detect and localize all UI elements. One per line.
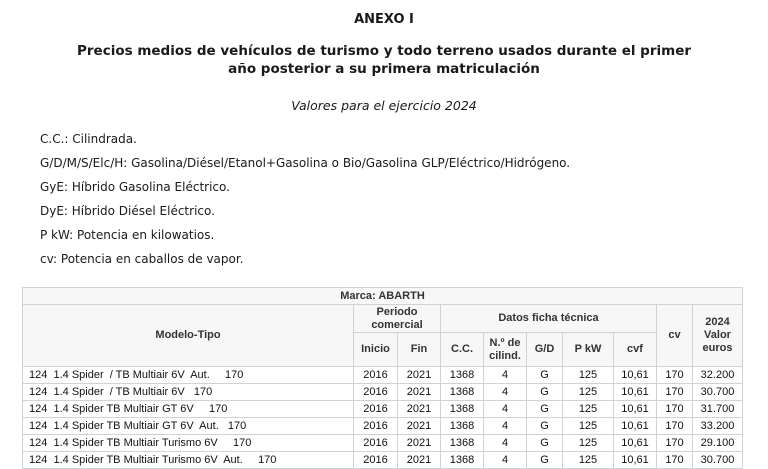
cell-start: 2016 <box>354 401 398 418</box>
cell-model: 124 1.4 Spider TB Multiair GT 6V Aut. 170 <box>23 418 354 435</box>
page-title <box>0 42 768 78</box>
cell-value: 33.200 <box>693 418 743 435</box>
cell-cvf: 10,61 <box>614 418 657 435</box>
price-table <box>22 287 743 469</box>
cell-pkw: 125 <box>563 384 614 401</box>
cell-start: 2016 <box>354 452 398 469</box>
cell-cv: 170 <box>657 418 693 435</box>
cell-fuel: G <box>527 435 563 452</box>
cell-cylinders: 4 <box>484 435 527 452</box>
page-title-line-2: año posterior a su primera matriculación <box>228 61 540 77</box>
legend-item-pkw: P kW: Potencia en kilowatios. <box>40 228 215 242</box>
cell-pkw: 125 <box>563 418 614 435</box>
cell-value: 30.700 <box>693 452 743 469</box>
cell-value: 32.200 <box>693 367 743 384</box>
header-fuel: G/D <box>527 333 563 367</box>
cell-cv: 170 <box>657 401 693 418</box>
cell-cvf: 10,61 <box>614 384 657 401</box>
cell-cc: 1368 <box>441 452 484 469</box>
header-pkw: P kW <box>563 333 614 367</box>
header-period: Periodo comercial <box>354 305 441 333</box>
table-row <box>23 401 743 418</box>
cell-end: 2021 <box>398 418 441 435</box>
cell-model: 124 1.4 Spider TB Multiair Turismo 6V Aut. 170 <box>23 452 354 469</box>
cell-start: 2016 <box>354 435 398 452</box>
cell-cylinders: 4 <box>484 401 527 418</box>
cell-fuel: G <box>527 452 563 469</box>
cell-fuel: G <box>527 418 563 435</box>
cell-fuel: G <box>527 401 563 418</box>
cell-cylinders: 4 <box>484 452 527 469</box>
cell-cylinders: 4 <box>484 367 527 384</box>
header-cc: C.C. <box>441 333 484 367</box>
cell-start: 2016 <box>354 418 398 435</box>
table-row <box>23 384 743 401</box>
cell-model: 124 1.4 Spider / TB Multiair 6V 170 <box>23 384 354 401</box>
cell-cc: 1368 <box>441 401 484 418</box>
cell-end: 2021 <box>398 367 441 384</box>
legend-item-dye: DyE: Híbrido Diésel Eléctrico. <box>40 204 215 218</box>
cell-cylinders: 4 <box>484 384 527 401</box>
header-end: Fin <box>398 333 441 367</box>
page-title-line-1: Precios medios de vehículos de turismo y todo terreno usados durante el primer <box>76 43 692 59</box>
annex-title: ANEXO I <box>354 12 414 27</box>
cell-start: 2016 <box>354 367 398 384</box>
cell-cv: 170 <box>657 367 693 384</box>
table-row <box>23 418 743 435</box>
cell-cvf: 10,61 <box>614 367 657 384</box>
cell-cv: 170 <box>657 435 693 452</box>
header-model: Modelo-Tipo <box>23 305 354 367</box>
cell-cvf: 10,61 <box>614 435 657 452</box>
cell-cvf: 10,61 <box>614 401 657 418</box>
cell-pkw: 125 <box>563 435 614 452</box>
cell-fuel: G <box>527 384 563 401</box>
table-row <box>23 435 743 452</box>
legend-item-cc: C.C.: Cilindrada. <box>40 132 137 146</box>
cell-cvf: 10,61 <box>614 452 657 469</box>
cell-start: 2016 <box>354 384 398 401</box>
cell-pkw: 125 <box>563 401 614 418</box>
cell-cc: 1368 <box>441 367 484 384</box>
brand-header: Marca: ABARTH <box>23 288 743 305</box>
cell-end: 2021 <box>398 401 441 418</box>
cell-cv: 170 <box>657 384 693 401</box>
header-cvf: cvf <box>614 333 657 367</box>
cell-cylinders: 4 <box>484 418 527 435</box>
cell-value: 29.100 <box>693 435 743 452</box>
header-start: Inicio <box>354 333 398 367</box>
cell-model: 124 1.4 Spider TB Multiair GT 6V 170 <box>23 401 354 418</box>
cell-pkw: 125 <box>563 367 614 384</box>
header-cv: cv <box>657 305 693 367</box>
cell-value: 31.700 <box>693 401 743 418</box>
cell-fuel: G <box>527 367 563 384</box>
legend-item-cv: cv: Potencia en caballos de vapor. <box>40 252 244 266</box>
legend-item-fuel: G/D/M/S/Elc/H: Gasolina/Diésel/Etanol+Gasolina o Bio/Gasolina GLP/Eléctrico/Hidrógeno. <box>40 156 571 170</box>
header-value: 2024 Valor euros <box>693 305 743 367</box>
cell-model: 124 1.4 Spider TB Multiair Turismo 6V 170 <box>23 435 354 452</box>
cell-cv: 170 <box>657 452 693 469</box>
subtitle: Valores para el ejercicio 2024 <box>291 98 477 113</box>
cell-value: 30.700 <box>693 384 743 401</box>
header-cylinders: N.º de cilind. <box>484 333 527 367</box>
cell-cc: 1368 <box>441 418 484 435</box>
cell-end: 2021 <box>398 435 441 452</box>
cell-model: 124 1.4 Spider / TB Multiair 6V Aut. 170 <box>23 367 354 384</box>
cell-end: 2021 <box>398 452 441 469</box>
header-tech: Datos ficha técnica <box>441 305 657 333</box>
cell-cc: 1368 <box>441 435 484 452</box>
cell-cc: 1368 <box>441 384 484 401</box>
table-row <box>23 367 743 384</box>
cell-end: 2021 <box>398 384 441 401</box>
table-row <box>23 452 743 469</box>
legend <box>40 130 570 274</box>
legend-item-gye: GyE: Híbrido Gasolina Eléctrico. <box>40 180 230 194</box>
cell-pkw: 125 <box>563 452 614 469</box>
